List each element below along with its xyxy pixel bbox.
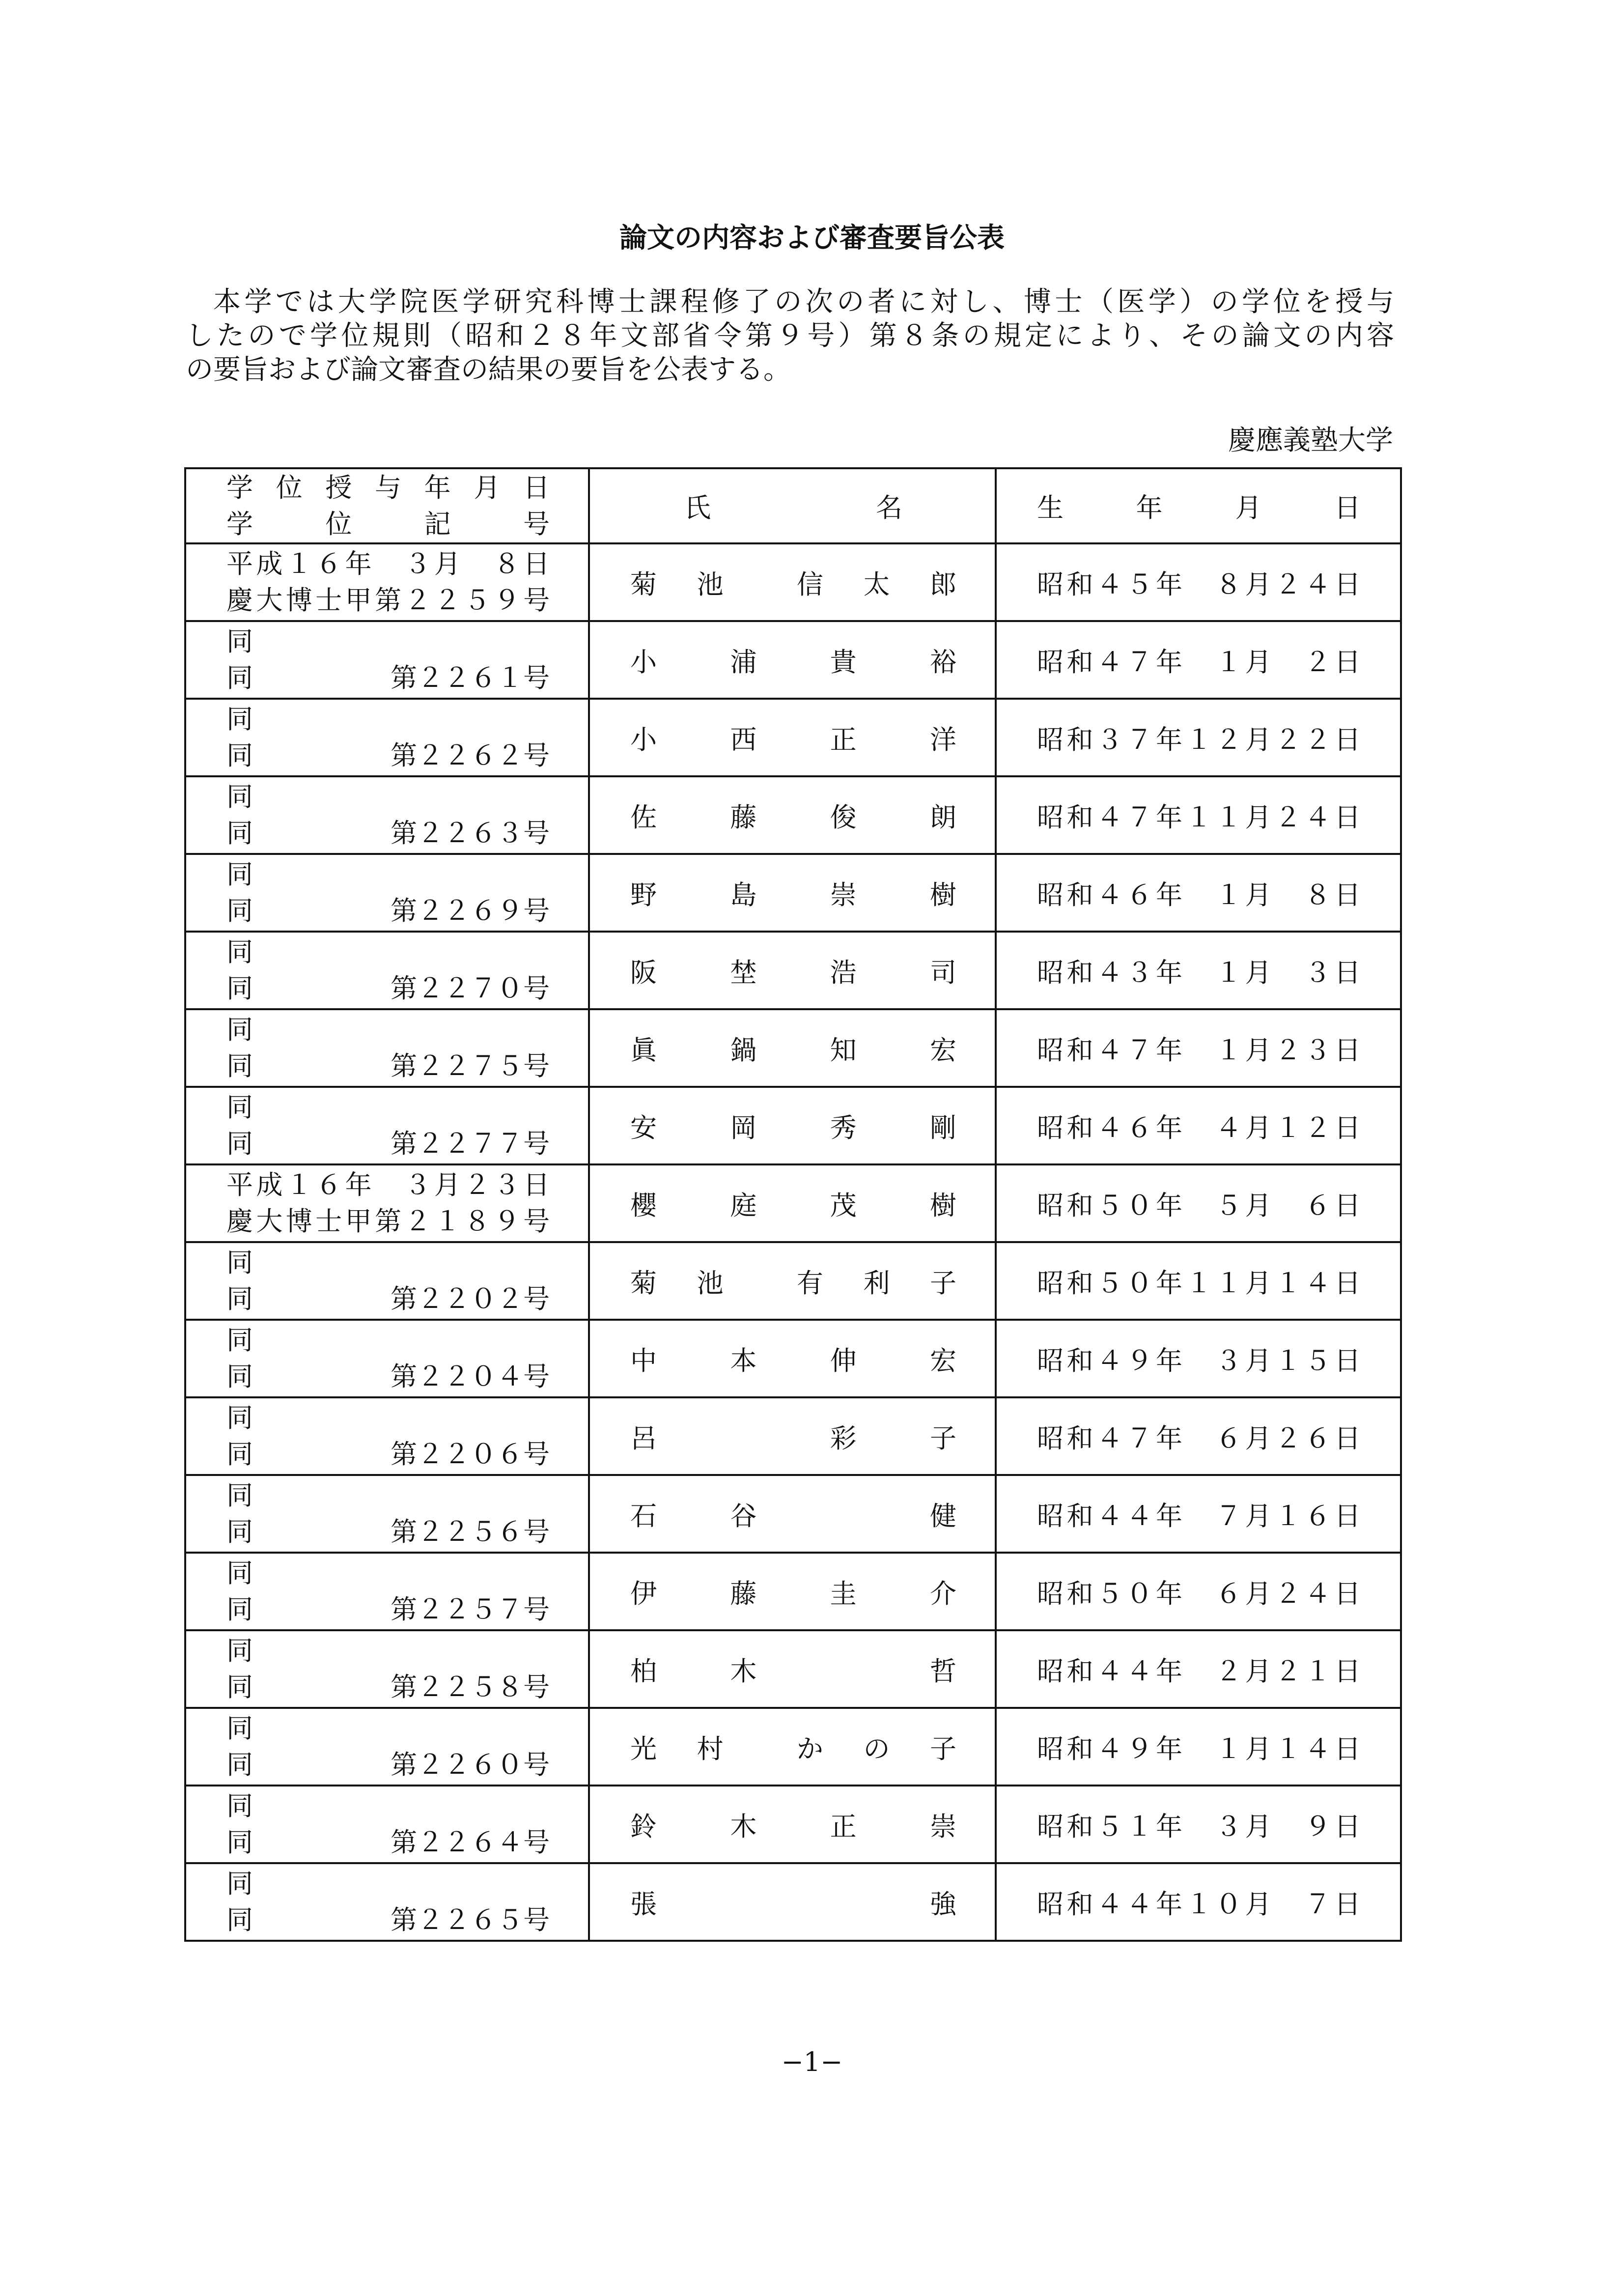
- degree-date-ditto: 同: [226, 973, 253, 1004]
- degree-date-number-cell: [185, 1164, 589, 1242]
- header-name-text: 氏 名: [684, 492, 902, 523]
- birthdate: 昭和４７年 １月２３日: [1037, 1034, 1361, 1066]
- birthdate: 昭和４７年 １月 ２日: [1037, 646, 1361, 678]
- table-row: [185, 854, 1401, 932]
- table-row: [185, 1164, 1401, 1242]
- paragraph-line: したので学位規則（昭和２８年文部省令第９号）第８条の規定により、その論文の内容: [186, 320, 1395, 352]
- header-birthdate-text: 生 年 月 日: [1037, 492, 1361, 523]
- birthdate: 昭和５０年 ６月２４日: [1037, 1578, 1361, 1609]
- degree-date-ditto: 同: [226, 1749, 253, 1780]
- degree-date-number-cell: [185, 932, 589, 1009]
- birthdate-cell: [996, 1553, 1401, 1630]
- birthdate-cell: [996, 1164, 1401, 1242]
- degree-number: 第２２７５号: [391, 1050, 550, 1081]
- degree-number: 第２２６４号: [391, 1827, 550, 1858]
- table-row: [185, 776, 1401, 854]
- recipient-name: 小 浦 貴 裕: [630, 646, 956, 678]
- table-row: [185, 1397, 1401, 1475]
- recipient-name: 鈴 木 正 崇: [630, 1811, 956, 1842]
- degree-number: 第２２６９号: [391, 895, 550, 926]
- degree-date: 同: [226, 704, 253, 735]
- degree-date-number-cell: [185, 1863, 589, 1941]
- degree-date: 同: [226, 1480, 253, 1511]
- degree-date-ditto: 同: [226, 818, 253, 849]
- degree-date-ditto: 同: [226, 1361, 253, 1392]
- degree-date: 同: [226, 1713, 253, 1744]
- table-row: [185, 543, 1401, 621]
- birthdate-cell: [996, 1708, 1401, 1786]
- degree-number: 慶大博士甲第２２５９号: [226, 585, 550, 616]
- table-row: [185, 621, 1401, 699]
- name-cell: [589, 1786, 996, 1863]
- degree-date: 同: [226, 1558, 253, 1588]
- name-cell: [589, 621, 996, 699]
- birthdate: 昭和４９年 ３月１５日: [1037, 1345, 1361, 1376]
- birthdate-cell: [996, 1009, 1401, 1087]
- name-cell: [589, 543, 996, 621]
- degree-date-ditto: 同: [226, 1516, 253, 1547]
- birthdate: 昭和４４年 ７月１６日: [1037, 1500, 1361, 1531]
- name-cell: [589, 1630, 996, 1708]
- degree-number: 第２２７０号: [391, 973, 550, 1004]
- recipient-name: 阪 埜 浩 司: [630, 957, 956, 988]
- degree-number: 第２２０４号: [391, 1361, 550, 1392]
- recipient-name: 呂 彩 子: [630, 1422, 956, 1454]
- table-row: [185, 1553, 1401, 1630]
- degree-date-ditto: 同: [226, 1904, 253, 1935]
- degree-date: 平成１６年 ３月２３日: [226, 1169, 550, 1200]
- name-cell: [589, 776, 996, 854]
- table-row: [185, 1630, 1401, 1708]
- degree-date-ditto: 同: [226, 740, 253, 771]
- name-cell: [589, 1397, 996, 1475]
- degree-date-ditto: 同: [226, 1594, 253, 1625]
- birthdate: 昭和４７年１１月２４日: [1037, 801, 1361, 833]
- birthdate: 昭和４３年 １月 ３日: [1037, 957, 1361, 988]
- table-header-row: [185, 468, 1401, 543]
- birthdate-cell: [996, 1786, 1401, 1863]
- birthdate-cell: [996, 1630, 1401, 1708]
- recipient-name: 中 本 伸 宏: [630, 1345, 956, 1376]
- recipient-name: 柏 木 哲: [630, 1655, 956, 1687]
- recipient-name: 石 谷 健: [630, 1500, 956, 1531]
- degree-date: 平成１６年 ３月 ８日: [226, 548, 550, 579]
- name-cell: [589, 699, 996, 776]
- degree-date: 同: [226, 1325, 253, 1356]
- birthdate: 昭和４６年 １月 ８日: [1037, 879, 1361, 910]
- birthdate-cell: [996, 1320, 1401, 1397]
- birthdate-cell: [996, 1087, 1401, 1164]
- name-cell: [589, 1863, 996, 1941]
- announcement-paragraph: [186, 285, 1394, 387]
- birthdate: 昭和５１年 ３月 ９日: [1037, 1811, 1361, 1842]
- degree-date-ditto: 同: [226, 1050, 253, 1081]
- table-row: [185, 1863, 1401, 1941]
- degree-date-number-cell: [185, 1708, 589, 1786]
- name-cell: [589, 1087, 996, 1164]
- birthdate: 昭和４４年１０月 ７日: [1037, 1888, 1361, 1920]
- issuer-name: 慶應義塾大学: [1228, 425, 1393, 456]
- table-row: [185, 699, 1401, 776]
- birthdate: 昭和４７年 ６月２６日: [1037, 1422, 1361, 1454]
- degree-date-number-cell: [185, 1320, 589, 1397]
- degree-date: 同: [226, 1402, 253, 1433]
- degree-date: 同: [226, 1868, 253, 1899]
- recipient-name: 小 西 正 洋: [630, 724, 956, 755]
- name-cell: [589, 1708, 996, 1786]
- degree-date: 同: [226, 1247, 253, 1278]
- birthdate: 昭和４４年 ２月２１日: [1037, 1655, 1361, 1687]
- degree-date-ditto: 同: [226, 662, 253, 693]
- name-cell: [589, 1475, 996, 1553]
- name-cell: [589, 932, 996, 1009]
- birthdate: 昭和５０年１１月１４日: [1037, 1267, 1361, 1299]
- recipient-name: 佐 藤 俊 朗: [630, 801, 956, 833]
- birthdate-cell: [996, 776, 1401, 854]
- degree-date-number-cell: [185, 699, 589, 776]
- recipient-name: 眞 鍋 知 宏: [630, 1034, 956, 1066]
- degree-number: 第２２５８号: [391, 1672, 550, 1702]
- degree-date: 同: [226, 1014, 253, 1045]
- degree-date-ditto: 同: [226, 1283, 253, 1314]
- page-number: −1−: [781, 2046, 843, 2077]
- degree-date-number-cell: [185, 1087, 589, 1164]
- degree-date-number-cell: [185, 1786, 589, 1863]
- birthdate: 昭和４９年 １月１４日: [1037, 1733, 1361, 1764]
- degree-number: 第２２０６号: [391, 1439, 550, 1470]
- degree-date: 同: [226, 1635, 253, 1666]
- degree-number: 第２２６３号: [391, 818, 550, 849]
- degree-date-number-cell: [185, 543, 589, 621]
- degree-number: 慶大博士甲第２１８９号: [226, 1206, 550, 1237]
- degree-date-number-cell: [185, 1630, 589, 1708]
- birthdate-cell: [996, 1242, 1401, 1320]
- name-cell: [589, 854, 996, 932]
- table-row: [185, 1009, 1401, 1087]
- degree-number: 第２２６５号: [391, 1904, 550, 1935]
- table-row: [185, 932, 1401, 1009]
- birthdate: 昭和４６年 ４月１２日: [1037, 1112, 1361, 1143]
- degree-number: 第２２７７号: [391, 1128, 550, 1159]
- birthdate-cell: [996, 1863, 1401, 1941]
- header-name: [589, 468, 996, 543]
- paragraph-line: 本学では大学院医学研究科博士課程修了の次の者に対し、博士（医学）の学位を授与: [213, 286, 1394, 318]
- degree-date-number-cell: [185, 621, 589, 699]
- name-cell: [589, 1009, 996, 1087]
- recipient-name: 菊 池 有 利 子: [630, 1267, 956, 1299]
- degree-date: 同: [226, 859, 253, 890]
- degree-number: 第２２０２号: [391, 1283, 550, 1314]
- header-degree-date: 学位授与年月日: [226, 472, 550, 503]
- name-cell: [589, 1242, 996, 1320]
- birthdate-cell: [996, 621, 1401, 699]
- recipient-name: 菊 池 信 太 郎: [630, 568, 956, 600]
- degree-date-number-cell: [185, 1475, 589, 1553]
- degree-date-number-cell: [185, 1397, 589, 1475]
- birthdate-cell: [996, 699, 1401, 776]
- header-birthdate: [996, 468, 1401, 543]
- degree-date-ditto: 同: [226, 1827, 253, 1858]
- birthdate-cell: [996, 1475, 1401, 1553]
- degree-date-ditto: 同: [226, 1672, 253, 1702]
- degree-date-number-cell: [185, 776, 589, 854]
- degree-date-number-cell: [185, 1242, 589, 1320]
- table-row: [185, 1475, 1401, 1553]
- degree-date-ditto: 同: [226, 1128, 253, 1159]
- header-degree-date-number: [185, 468, 589, 543]
- degree-date-ditto: 同: [226, 1439, 253, 1470]
- recipient-name: 野 島 崇 樹: [630, 879, 956, 910]
- birthdate: 昭和３７年１２月２２日: [1037, 724, 1361, 755]
- degree-date: 同: [226, 781, 253, 812]
- degree-number: 第２２５７号: [391, 1594, 550, 1625]
- table-row: [185, 1320, 1401, 1397]
- document-title: 論文の内容および審査要旨公表: [619, 222, 1005, 254]
- header-degree-number: 学位記号: [226, 508, 550, 539]
- degree-date: 同: [226, 1092, 253, 1123]
- table-row: [185, 1786, 1401, 1863]
- degree-date-number-cell: [185, 854, 589, 932]
- degree-date: 同: [226, 626, 253, 657]
- name-cell: [589, 1553, 996, 1630]
- table-row: [185, 1087, 1401, 1164]
- name-cell: [589, 1320, 996, 1397]
- birthdate-cell: [996, 854, 1401, 932]
- degree-number: 第２２６０号: [391, 1749, 550, 1780]
- degree-recipients-table: [184, 467, 1402, 1942]
- recipient-name: 伊 藤 圭 介: [630, 1578, 956, 1609]
- degree-number: 第２２６１号: [391, 662, 550, 693]
- degree-date-number-cell: [185, 1009, 589, 1087]
- birthdate-cell: [996, 1397, 1401, 1475]
- recipient-name: 櫻 庭 茂 樹: [630, 1190, 956, 1221]
- degree-date: 同: [226, 936, 253, 967]
- recipient-name: 光 村 か の 子: [630, 1733, 956, 1764]
- birthdate-cell: [996, 932, 1401, 1009]
- degree-date-ditto: 同: [226, 895, 253, 926]
- birthdate: 昭和５０年 ５月 ６日: [1037, 1190, 1361, 1221]
- name-cell: [589, 1164, 996, 1242]
- degree-date: 同: [226, 1790, 253, 1821]
- degree-number: 第２２６２号: [391, 740, 550, 771]
- birthdate: 昭和４５年 ８月２４日: [1037, 568, 1361, 600]
- degree-date-number-cell: [185, 1553, 589, 1630]
- degree-number: 第２２５６号: [391, 1516, 550, 1547]
- paragraph-line: の要旨および論文審査の結果の要旨を公表する。: [186, 354, 791, 386]
- table-row: [185, 1708, 1401, 1786]
- recipient-name: 安 岡 秀 剛: [630, 1112, 956, 1143]
- recipient-name: 張 強: [630, 1888, 956, 1920]
- table-row: [185, 1242, 1401, 1320]
- birthdate-cell: [996, 543, 1401, 621]
